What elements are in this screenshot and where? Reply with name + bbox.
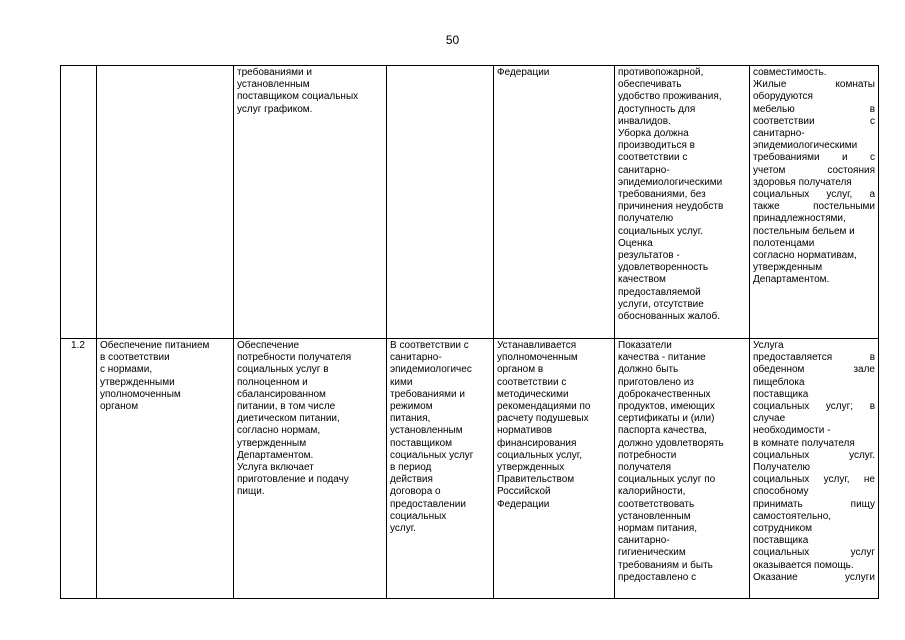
cell-line: Правительством <box>497 474 575 486</box>
cell-word: комнаты <box>835 79 875 91</box>
cell-line: уполномоченным <box>100 388 181 400</box>
cell-word: требованиями <box>753 152 820 164</box>
cell-line: полотенцами <box>753 237 815 249</box>
cell-line: самостоятельно, <box>753 510 832 522</box>
cell-line: должно удовлетворять <box>618 437 724 449</box>
cell-line: эпидемиологическими <box>618 176 723 188</box>
cell-line: санитарно- <box>753 128 805 140</box>
cell-word: социальных <box>753 401 810 413</box>
cell-line: режимом <box>390 401 433 413</box>
cell-line: получателя <box>618 462 672 474</box>
cell-word: услуг; <box>825 401 854 413</box>
cell-line <box>753 572 875 584</box>
cell-line: Уборка должна <box>618 128 689 140</box>
page-number: 50 <box>445 33 460 47</box>
cell-line: услуг. <box>390 523 416 535</box>
cell-line <box>753 189 875 201</box>
cell-line: постельным бельем и <box>753 225 855 237</box>
cell-line <box>753 499 875 511</box>
cell-line: предоставлено с <box>618 571 697 583</box>
cell-line: паспорта качества, <box>618 425 707 437</box>
cell-line: потребности получателя <box>237 352 352 364</box>
cell-word: не <box>863 474 875 486</box>
cell-line <box>753 352 875 364</box>
cell-line: здоровья получателя <box>753 176 852 188</box>
cell-line: Департаментом. <box>237 449 314 461</box>
table-h-line-2 <box>60 598 879 599</box>
cell-description <box>237 340 383 499</box>
cell-line: В соответствии с <box>390 340 469 351</box>
cell-word: услуг <box>850 547 875 559</box>
cell-line: Департаментом. <box>753 274 830 286</box>
cell-word: социальных <box>753 449 810 461</box>
cell-num: 1.2 <box>71 340 85 351</box>
cell-line: требованиями, без <box>618 189 706 201</box>
cell-line: Федерации <box>497 67 550 78</box>
cell-line: Услуга включает <box>237 462 314 474</box>
cell-word: принимать <box>753 498 803 510</box>
cell-line: социальных услуг в <box>237 364 329 376</box>
cell-word: предоставляется <box>753 352 833 364</box>
cell-line: поставщиком социальных <box>237 91 359 103</box>
cell-line: приготовлено из <box>618 376 694 388</box>
cell-line: санитарно- <box>618 535 670 547</box>
cell-line: потребности <box>618 449 677 461</box>
cell-line: случае <box>753 413 786 425</box>
cell-name <box>100 340 230 413</box>
cell-line <box>753 201 875 213</box>
cell-line: сбалансированном <box>237 388 326 400</box>
cell-line: питании, в том числе <box>237 401 336 413</box>
cell-line: Федерации <box>497 498 550 510</box>
cell-line: установленным <box>237 79 310 91</box>
cell-line: предоставляемой <box>618 286 701 298</box>
cell-line: в период <box>390 462 432 474</box>
cell-volume <box>390 340 490 535</box>
cell-line: эпидемиологическими <box>753 140 858 152</box>
cell-line: пищи. <box>237 486 265 498</box>
cell-word: постельными <box>813 201 875 213</box>
cell-line: удобство проживания, <box>618 91 722 103</box>
table-h-line-0 <box>60 65 879 66</box>
cell-word: услуги <box>845 571 875 583</box>
cell-line: утвержденным <box>237 437 307 449</box>
cell-line: полноценном и <box>237 376 308 388</box>
table-v-line-5 <box>614 65 615 599</box>
cell-line: эпидемиологичес <box>390 364 472 376</box>
cell-line: инвалидов. <box>618 115 671 127</box>
table-v-line-6 <box>749 65 750 599</box>
cell-line <box>753 364 875 376</box>
cell-word: Оказание <box>753 571 798 583</box>
cell-line: социальных услуг, <box>497 449 583 461</box>
cell-line: органом в <box>497 364 544 376</box>
cell-line: социальных услуг. <box>618 225 704 237</box>
table-v-line-4 <box>493 65 494 599</box>
cell-line: поставщика <box>753 388 809 400</box>
cell-line: социальных услуг <box>390 449 474 461</box>
cell-line: необходимости - <box>753 425 831 437</box>
cell-word: соответствии <box>753 115 815 127</box>
table-v-line-2 <box>233 65 234 599</box>
cell-word: услуг. <box>849 449 875 461</box>
cell-line: Обеспечение питанием <box>100 340 210 351</box>
cell-line: предоставлении <box>390 498 466 510</box>
cell-line: причинения неудобств <box>618 201 724 213</box>
cell-line: оказывается помощь. <box>753 559 854 571</box>
cell-line: пищеблока <box>753 376 805 388</box>
cell-line: соответствии с <box>497 376 567 388</box>
cell-line: поставщиком <box>390 437 453 449</box>
table-v-line-7 <box>878 65 879 599</box>
cell-word: Жилые <box>753 79 787 91</box>
cell-line: сертификаты и (или) <box>618 413 715 425</box>
cell-word: а <box>869 189 875 201</box>
cell-line: удовлетворенность <box>618 262 709 274</box>
cell-line: должно быть <box>618 364 679 376</box>
cell-line: финансирования <box>497 437 577 449</box>
cell-conditions <box>753 340 875 584</box>
cell-line: утвержденным <box>753 262 823 274</box>
cell-line: Оценка <box>618 237 653 249</box>
cell-word: услуг, <box>823 474 850 486</box>
cell-line: органом <box>100 401 139 413</box>
cell-word: в <box>869 103 875 115</box>
cell-description <box>237 67 383 116</box>
cell-indicators <box>618 340 746 584</box>
cell-line: продуктов, имеющих <box>618 401 715 413</box>
cell-line <box>753 79 875 91</box>
cell-line: получателю <box>618 213 674 225</box>
cell-word: с <box>869 152 875 164</box>
cell-line: Устанавливается <box>497 340 577 351</box>
cell-indicators <box>618 67 746 323</box>
cell-line: действия <box>390 474 433 486</box>
cell-line <box>753 450 875 462</box>
cell-line: поставщика <box>753 535 809 547</box>
cell-line: качеством <box>618 274 666 286</box>
cell-line: соответствовать <box>618 498 695 510</box>
cell-word: состояния <box>827 164 875 176</box>
cell-line: нормам питания, <box>618 523 698 535</box>
cell-line: Российской <box>497 486 551 498</box>
cell-line: утвержденных <box>497 462 565 474</box>
cell-line: производиться в <box>618 140 695 152</box>
cell-word: пищу <box>850 498 875 510</box>
cell-line: согласно нормам, <box>237 425 321 437</box>
table-v-line-0 <box>60 65 61 599</box>
cell-line: приготовление и подачу <box>237 474 349 486</box>
cell-line: требованиями и <box>237 67 312 78</box>
cell-line: уполномоченным <box>497 352 578 364</box>
cell-line: качества - питание <box>618 352 706 364</box>
cell-line: гигиеническим <box>618 547 686 559</box>
cell-word: социальных <box>753 189 810 201</box>
cell-line: принадлежностями, <box>753 213 846 225</box>
cell-line: санитарно- <box>390 352 442 364</box>
cell-line <box>753 116 875 128</box>
cell-word: социальных <box>753 547 810 559</box>
cell-line: утвержденными <box>100 376 175 388</box>
cell-line: Получателю <box>753 462 810 474</box>
cell-line <box>753 401 875 413</box>
cell-line: кими <box>390 376 413 388</box>
cell-line: питания, <box>390 413 431 425</box>
cell-line: сотрудником <box>753 523 813 535</box>
cell-word: мебелью <box>753 103 795 115</box>
cell-line <box>753 474 875 486</box>
cell-word: учетом <box>753 164 786 176</box>
cell-line <box>753 165 875 177</box>
cell-line: в комнате получателя <box>753 437 855 449</box>
cell-line: социальных услуг по <box>618 474 716 486</box>
table-h-line-1 <box>60 338 879 339</box>
cell-word: услуг, <box>826 189 853 201</box>
cell-word: обеденном <box>753 364 805 376</box>
cell-line: установленным <box>618 510 691 522</box>
cell-line <box>753 547 875 559</box>
cell-word: и <box>842 152 848 164</box>
cell-line: противопожарной, <box>618 67 704 78</box>
cell-line: Обеспечение <box>237 340 300 351</box>
cell-word: социальных <box>753 474 810 486</box>
cell-line: методическими <box>497 388 569 400</box>
cell-conditions <box>753 67 875 287</box>
cell-line: оборудуются <box>753 91 813 103</box>
cell-line: рекомендациями по <box>497 401 591 413</box>
cell-line: доброкачественных <box>618 388 711 400</box>
cell-line: Показатели <box>618 340 672 351</box>
cell-line: калорийности, <box>618 486 686 498</box>
cell-line: согласно нормативам, <box>753 250 857 262</box>
cell-line <box>753 104 875 116</box>
table-v-line-3 <box>386 65 387 599</box>
cell-line: услуг графиком. <box>237 103 313 115</box>
cell-word: зале <box>853 364 875 376</box>
cell-line: расчету подушевых <box>497 413 589 425</box>
cell-word: в <box>869 401 875 413</box>
cell-line <box>753 152 875 164</box>
cell-word: также <box>753 201 780 213</box>
cell-line: Услуга <box>753 340 784 351</box>
cell-line: санитарно- <box>618 164 670 176</box>
cell-line: в соответствии <box>100 352 170 364</box>
cell-line: диетическом питании, <box>237 413 340 425</box>
cell-standard <box>497 340 611 511</box>
cell-line: социальных <box>390 510 447 522</box>
cell-line: доступность для <box>618 103 696 115</box>
cell-line: услуги, отсутствие <box>618 298 704 310</box>
cell-line: совместимость. <box>753 67 827 78</box>
cell-line: требованиями и <box>390 388 465 400</box>
cell-word: с <box>870 115 875 127</box>
cell-word: в <box>869 352 875 364</box>
cell-line: соответствии с <box>618 152 688 164</box>
cell-line: требованиям и быть <box>618 559 713 571</box>
cell-line: договора о <box>390 486 441 498</box>
cell-line: нормативов <box>497 425 553 437</box>
cell-line: установленным <box>390 425 463 437</box>
table-v-line-1 <box>96 65 97 599</box>
cell-line: способному <box>753 486 809 498</box>
cell-line: результатов - <box>618 250 680 262</box>
cell-standard <box>497 67 611 79</box>
cell-line: обоснованных жалоб. <box>618 311 720 323</box>
cell-line: с нормами, <box>100 364 153 376</box>
cell-line: обеспечивать <box>618 79 682 91</box>
